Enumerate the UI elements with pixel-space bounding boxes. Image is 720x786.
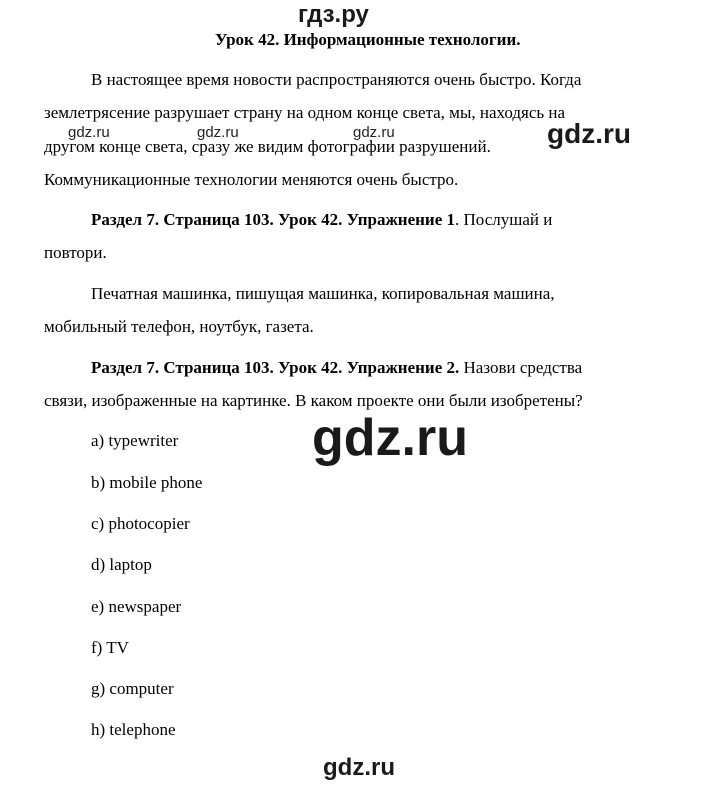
intro-line-1: В настоящее время новости распространяются очень быстро. Когда (91, 70, 582, 89)
exercise-1-heading: Раздел 7. Страница 103. Урок 42. Упражнение 1 (91, 210, 456, 229)
exercise-1-heading-line (91, 210, 552, 230)
watermark-small-1: gdz.ru (68, 124, 110, 141)
watermark-medium: gdz.ru (547, 118, 631, 149)
watermark-top: гдз.ру (298, 1, 369, 28)
answer-item-e: e) newspaper (91, 597, 182, 616)
watermark-small-3: gdz.ru (353, 124, 395, 141)
answer-item-g: g) computer (91, 679, 174, 698)
intro-line-2: землетрясение разрушает страну на одном конце света, мы, находясь на (44, 103, 566, 122)
exercise-2-heading-line (91, 358, 582, 378)
answer-item-f: f) TV (91, 638, 129, 657)
page-title: Урок 42. Информационные технологии. (215, 30, 521, 49)
answer-item-a: a) typewriter (91, 431, 179, 450)
answer-item-d: d) laptop (91, 555, 152, 574)
watermark-big: gdz.ru (312, 409, 468, 467)
answer-item-b: b) mobile phone (91, 473, 203, 492)
exercise-2-instruction: Назови средства (459, 358, 583, 377)
watermark-bottom: gdz.ru (323, 754, 395, 781)
exercise-2-heading: Раздел 7. Страница 103. Урок 42. Упражнение 2. (91, 358, 460, 377)
exercise-1-instruction-line-2: повтори. (44, 243, 107, 262)
exercise-1-words-line-2: мобильный телефон, ноутбук, газета. (44, 317, 314, 336)
exercise-1-words-line-1: Печатная машинка, пишущая машинка, копировальная машина, (91, 284, 555, 303)
exercise-2-instruction-line-2: связи, изображенные на картинке. В каком проекте они были изобретены? (44, 391, 583, 410)
answer-item-c: c) photocopier (91, 514, 190, 533)
intro-line-4: Коммуникационные технологии меняются очень быстро. (44, 170, 459, 189)
watermark-small-2: gdz.ru (197, 124, 239, 141)
answer-item-h: h) telephone (91, 720, 176, 739)
intro-line-3: другом конце света, сразу же видим фотографии разрушений. (44, 137, 491, 156)
exercise-1-instruction: . Послушай и (455, 210, 553, 229)
